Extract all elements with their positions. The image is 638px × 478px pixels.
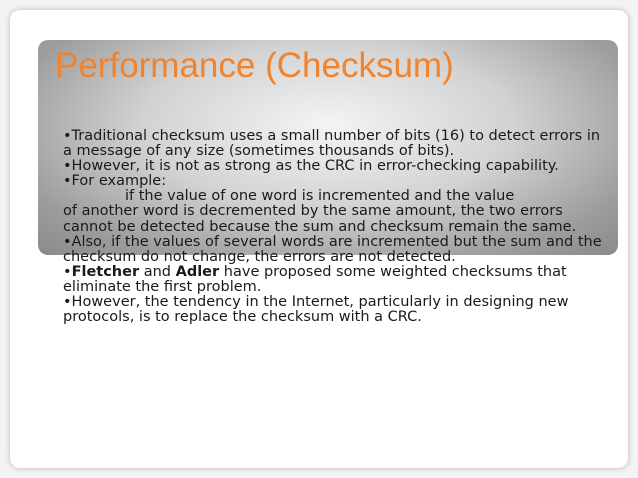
bullet-marker: • xyxy=(63,263,72,280)
slide-body xyxy=(63,129,603,325)
bullet-several-words: •Also, if the values of several words are incremented but the sum and the checksum do not change, the errors are not detected. xyxy=(63,233,602,265)
example-text-rest: of another word is decremented by the same amount, the two errors cannot be detected because the sum and checksum remain the same. xyxy=(63,203,577,235)
slide-title: Performance (Checksum) xyxy=(55,46,454,85)
name-fletcher: Fletcher xyxy=(71,263,140,280)
conjunction-text: and xyxy=(139,263,176,280)
bullet-for-example: •For example: xyxy=(63,173,167,190)
name-adler: Adler xyxy=(175,263,220,280)
bullet-fletcher-adler xyxy=(63,265,603,295)
example-text xyxy=(63,189,603,234)
bullet-crc-comparison: •However, it is not as strong as the CRC in error-checking capability. xyxy=(63,158,559,175)
fletcher-adler-rest: have proposed some weighted checksums that eliminate the first problem. xyxy=(63,263,567,295)
bullet-internet-tendency: •However, the tendency in the Internet, particularly in designing new protocols, is to replace the checksum with a CRC. xyxy=(63,294,569,326)
bullet-traditional-checksum: •Traditional checksum uses a small number of bits (16) to detect errors in a message of any size (sometimes thousands of bits). xyxy=(63,128,601,160)
example-text-first-line: if the value of one word is incremented and the value xyxy=(125,188,515,205)
